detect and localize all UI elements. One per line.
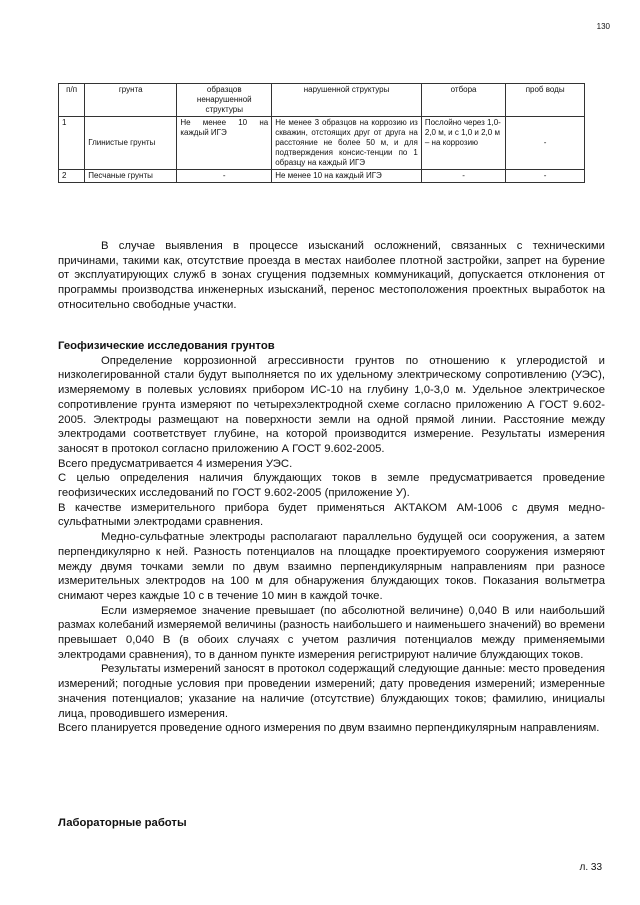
page-number: 130 <box>596 22 610 31</box>
paragraph-stray-currents: С целью определения наличия блуждающих токов в земле предусматривается проведение геофизических исследований по ГОСТ 9.602-2005 (приложение У). <box>58 472 605 500</box>
table-header-cell: грунта <box>85 84 177 117</box>
paragraph-threshold: Если измеряемое значение превышает (по абсолютной величине) 0,040 В или наибольший размах колебаний измеряемой величины (разность наибольшего и наименьшего значений) во времени превышает 0,040 В (в обоих случаях с учетом различия потенциалов между применяемыми электродами сравнения), то в данном пункте измерения регистрируют наличие блуждающих токов. <box>58 604 605 661</box>
undisturbed-samples: Не менее 10 на каждый ИГЭ <box>177 117 272 170</box>
footer-page-number: л. 33 <box>579 862 602 873</box>
water-samples: - <box>506 170 585 183</box>
paragraph-deviations: В случае выявления в процессе изысканий осложнений, связанных с техническими причинами, такими как, отсутствие проезда в местах наиболее плотной застройки, запрет на бурение от эксплуатирующих служб в зонах сгущения подземных коммуникаций, допускается отклонения от программы производства инженерных изысканий, перенос местоположения проектных выработок на относительно свободные участки. <box>58 240 605 311</box>
table-header-cell: отбора <box>421 84 505 117</box>
soil-type: Глинистые грунты <box>85 117 177 170</box>
geophysics-section <box>58 339 605 736</box>
row-number: 1 <box>59 117 85 170</box>
sampling-interval: - <box>421 170 505 183</box>
disturbed-samples: Не менее 10 на каждый ИГЭ <box>272 170 422 183</box>
paragraph-electrodes: Медно-сульфатные электроды располагают параллельно будущей оси сооружения, а затем перпендикулярно к ней. Разность потенциалов на площадке проектируемого сооружения измеряют между двумя точками земли по двум взаимно перпендикулярным направлениям при разносе измерительных электродов на 100 м для обнаружения блуждающих токов. Показания вольтметра снимают через каждые 10 с в течение 10 мин в каждой точке. <box>58 531 605 602</box>
section-heading-geophysics: Геофизические исследования грунтов <box>58 340 275 352</box>
table-row <box>59 170 585 183</box>
paragraph-corrosion: Определение коррозионной агрессивности грунтов по отношению к углеродистой и низколегированной стали будут выполняется по их удельному электрическому сопротивлению (УЭС), измеряемому в полевых условиях прибором ИС-10 на глубину 1,0-3,0 м. Удельное электрическое сопротивление грунта измеряют по четырехэлектродной схеме согласно приложению А ГОСТ 9.602-2005. Электроды размещают на поверхности земли на одной прямой линии. Расстояние между электродами соответствует глубине, на которой производится измерение. Результаты измерения заносят в протокол согласно приложению А ГОСТ 9.602-2005. <box>58 354 605 455</box>
water-samples: - <box>506 117 585 170</box>
intro-section <box>58 239 605 313</box>
table-header-cell: нарушенной структуры <box>272 84 422 117</box>
paragraph-total-plan: Всего планируется проведение одного измерения по двум взаимно перпендикулярным направлениям. <box>58 722 600 735</box>
paragraph-results: Результаты измерений заносят в протокол содержащий следующие данные: место проведения измерений; погодные условия при проведении измерений; дату проведения измерений; измеренные значения потенциалов; указание на наличие (отсутствие) блуждающих токов; фамилию, инициалы лица, проводившего измерения. <box>58 663 605 720</box>
table-header-cell: образцов ненарушенной структуры <box>177 84 272 117</box>
soil-sampling-table <box>58 83 585 183</box>
paragraph-device: В качестве измерительного прибора будет применяться АКТАКОМ АМ-1006 с двумя медно-сульфатными электродами сравнения. <box>58 501 605 529</box>
table-header-cell: проб воды <box>506 84 585 117</box>
lab-section <box>58 816 605 831</box>
row-number: 2 <box>59 170 85 183</box>
undisturbed-samples: - <box>177 170 272 183</box>
table-header-row <box>59 84 585 117</box>
paragraph-total-ues: Всего предусматривается 4 измерения УЭС. <box>58 457 293 470</box>
table-row <box>59 117 585 170</box>
soil-type: Песчаные грунты <box>85 170 177 183</box>
section-heading-lab: Лабораторные работы <box>58 817 187 829</box>
sampling-interval: Послойно через 1,0-2,0 м, и с 1,0 и 2,0 м – на коррозию <box>421 117 505 170</box>
table-header-cell: п/п <box>59 84 85 117</box>
disturbed-samples: Не менее 3 образцов на коррозию из скважин, отстоящих друг от друга на расстояние не более 50 м, и для подтверждения консис-тенции по 1 образцу на каждый ИГЭ <box>272 117 422 170</box>
